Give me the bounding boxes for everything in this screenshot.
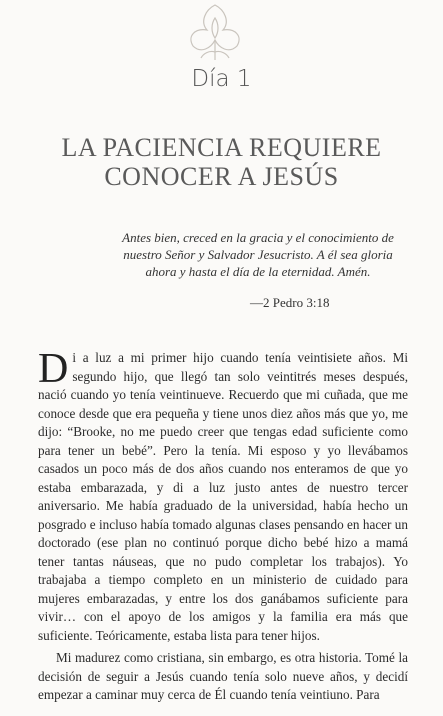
paragraph-1	[38, 346, 408, 645]
paragraph-2: Mi madurez como cristiana, sin embargo, es otra historia. Tomé la decisión de seguir a Jesús cuando tenía solo nueve años, y decidí empezar a caminar muy cerca de Él cuando tenía veintiuno. Para	[38, 650, 408, 702]
flower-icon	[175, 0, 255, 65]
day-label: Día 1	[191, 66, 252, 92]
body-text	[38, 346, 408, 705]
drop-cap: D	[38, 346, 69, 392]
epigraph-text: Antes bien, creced en la gracia y el conocimiento de nuestro Señor y Salvador Jesucristo. A él sea gloria ahora y hasta el día de la eternidad. Amén.	[122, 230, 394, 279]
chapter-title-line2: CONOCER A JESÚS	[104, 162, 339, 191]
chapter-title	[0, 133, 443, 191]
epigraph-reference: —2 Pedro 3:18	[250, 295, 330, 310]
chapter-title-line1: LA PACIENCIA REQUIERE	[61, 133, 382, 162]
paragraph-1-text: i a luz a mi primer hijo cuando tenía veintisiete años. Mi segundo hijo, que llegó tan solo veintitrés meses después, nació cuando yo tenía veintinueve. Recuerdo que mi cuñada, que me conoce desde que era pequeña y tiene unos diez años más que yo, me dijo: “Brooke, no me puedo creer que tengas edad suficiente como para tener un bebé”. Pero la tenía. Mi esposo y yo llevábamos casados un poco más de dos años cuando nos enteramos de que yo estaba embarazada, y di a luz justo antes de nuestro tercer aniversario. Me había graduado de la universidad, había hecho un posgrado e incluso había tomado algunas clases pensando en hacer un doctorado (ese plan no continuó porque dicho bebé hizo a mamá tener tantas náuseas, que no pudo completar los trabajos). Yo trabajaba a tiempo completo en un ministerio de cuidado para mujeres embarazadas, y entre los dos ganábamos suficiente para vivir… con el apoyo de los amigos y la familia era más que suficiente. Teóricamente, estaba lista para tener hijos.	[38, 350, 408, 643]
